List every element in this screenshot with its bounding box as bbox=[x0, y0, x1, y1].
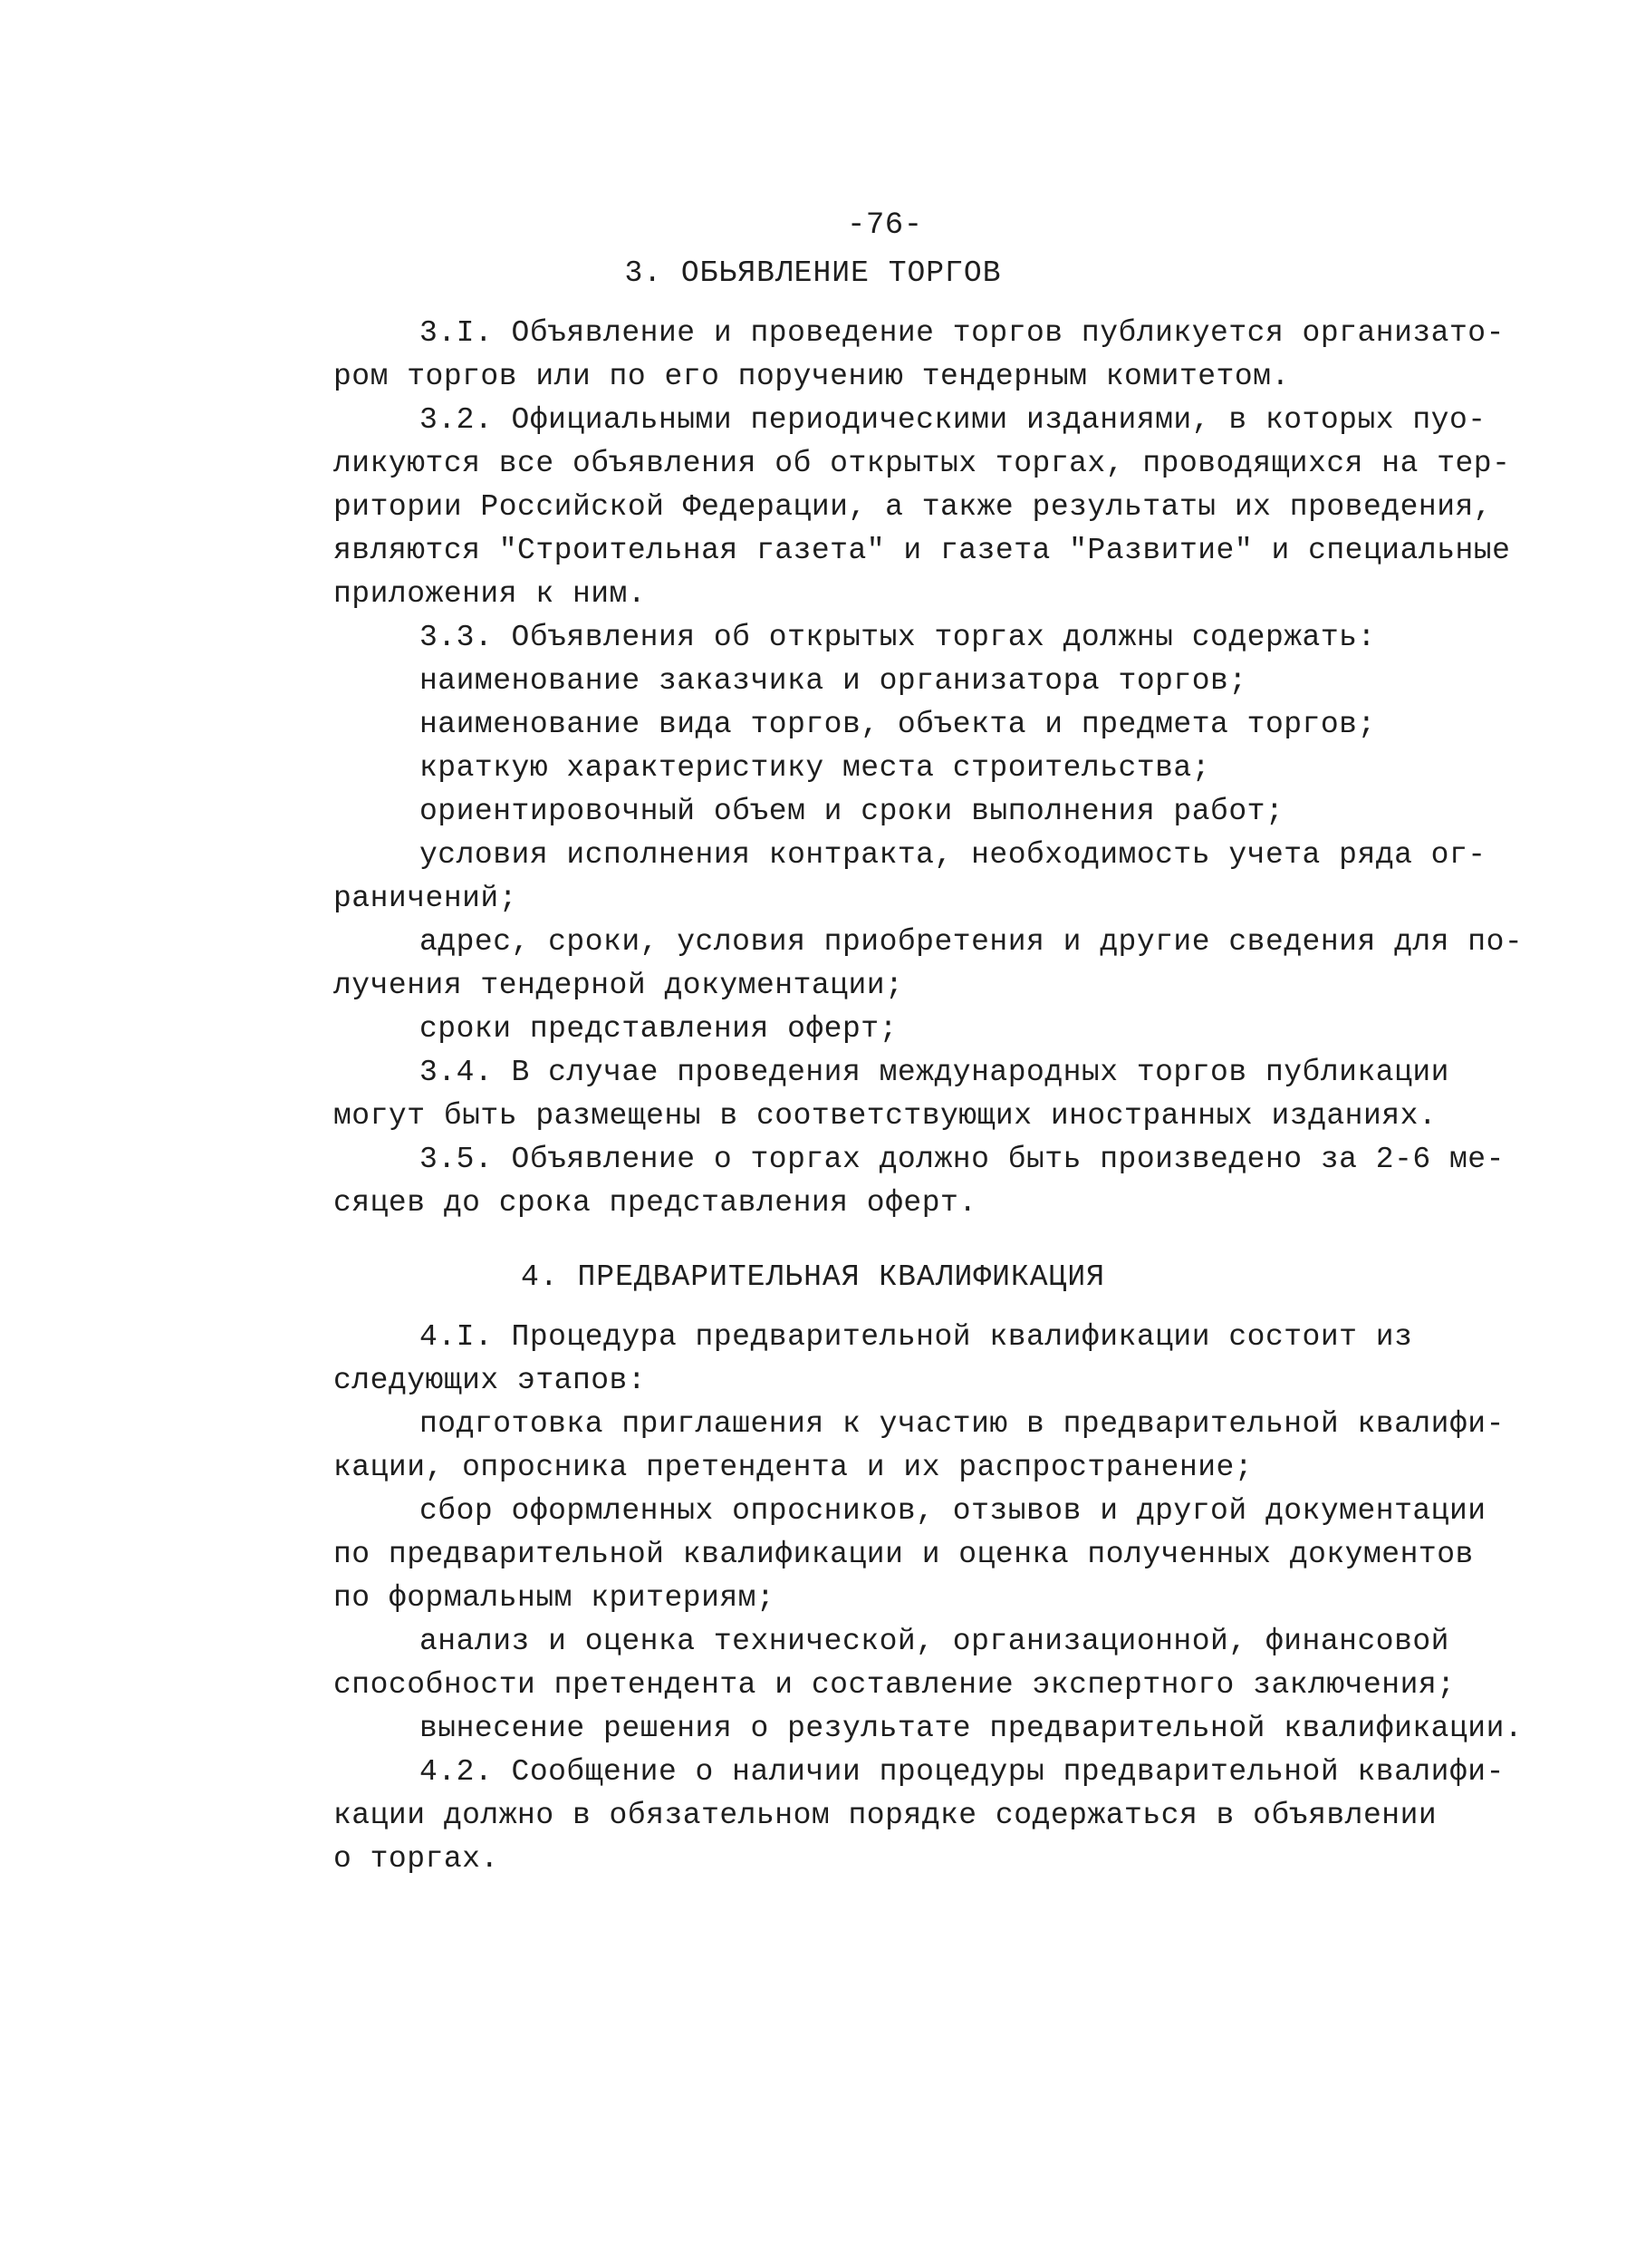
paragraph-3-4-line-2: могут быть размещены в соответствующих иностранных изданиях. bbox=[333, 1099, 1438, 1133]
paragraph-3-5-line-1: 3.5. Объявление о торгах должно быть произведено за 2-6 ме- bbox=[419, 1143, 1505, 1176]
stage-1-line-2: кации, опросника претендента и их распространение; bbox=[333, 1451, 1254, 1484]
section-4-heading: 4. ПРЕДВАРИТЕЛЬНАЯ КВАЛИФИКАЦИЯ bbox=[521, 1260, 1105, 1294]
page-number: -76- bbox=[847, 208, 923, 243]
section-3-heading: 3. ОБЬЯВЛЕНИЕ ТОРГОВ bbox=[624, 256, 1002, 290]
stage-3-line-2: способности претендента и составление экспертного заключения; bbox=[333, 1668, 1456, 1702]
paragraph-3-2-line-1: 3.2. Официальными периодическими изданиями, в которых пуо- bbox=[419, 403, 1486, 437]
paragraph-4-1-line-2: следующих этапов: bbox=[333, 1364, 647, 1397]
list-item-3-3-6-line-1: адрес, сроки, условия приобретения и другие сведения для по- bbox=[419, 925, 1524, 959]
stage-4: вынесение решения о результате предварительной квалификации. bbox=[419, 1712, 1524, 1745]
list-item-3-3-2: наименование вида торгов, объекта и предмета торгов; bbox=[419, 708, 1376, 741]
paragraph-3-2-line-2: ликуются все объявления об открытых торгах, проводящихся на тер- bbox=[333, 447, 1511, 480]
paragraph-4-1-line-1: 4.I. Процедура предварительной квалификации состоит из bbox=[419, 1320, 1413, 1354]
stage-2-line-1: сбор оформленных опросников, отзывов и другой документации bbox=[419, 1494, 1486, 1528]
paragraph-3-2-line-4: являются "Строительная газета" и газета "Развитие" и специальные bbox=[333, 534, 1511, 567]
list-item-3-3-4: ориентировочный объем и сроки выполнения работ; bbox=[419, 795, 1284, 828]
list-item-3-3-7: сроки представления оферт; bbox=[419, 1012, 898, 1046]
paragraph-3-3-intro: 3.3. Объявления об открытых торгах должны содержать: bbox=[419, 621, 1376, 654]
paragraph-3-2-line-3: ритории Российской Федерации, а также результаты их проведения, bbox=[333, 490, 1493, 524]
paragraph-4-2-line-2: кации должно в обязательном порядке содержаться в объявлении bbox=[333, 1799, 1438, 1832]
stage-1-line-1: подготовка приглашения к участию в предварительной квалифи- bbox=[419, 1407, 1505, 1441]
paragraph-3-2-line-5: приложения к ним. bbox=[333, 577, 647, 611]
paragraph-3-1-line-1: 3.I. Объявление и проведение торгов публикуется организато- bbox=[419, 316, 1505, 350]
list-item-3-3-6-line-2: лучения тендерной документации; bbox=[333, 969, 904, 1002]
paragraph-3-4-line-1: 3.4. В случае проведения международных торгов публикации bbox=[419, 1056, 1449, 1089]
list-item-3-3-3: краткую характеристику места строительства; bbox=[419, 751, 1211, 785]
stage-2-line-3: по формальным критериям; bbox=[333, 1581, 775, 1615]
paragraph-4-2-line-1: 4.2. Сообщение о наличии процедуры предварительной квалифи- bbox=[419, 1755, 1505, 1789]
list-item-3-3-5-line-1: условия исполнения контракта, необходимость учета ряда ог- bbox=[419, 838, 1486, 872]
paragraph-3-5-line-2: сяцев до срока представления оферт. bbox=[333, 1186, 977, 1220]
paragraph-3-1-line-2: ром торгов или по его поручению тендерным комитетом. bbox=[333, 360, 1290, 393]
paragraph-4-2-line-3: о торгах. bbox=[333, 1842, 499, 1876]
list-item-3-3-1: наименование заказчика и организатора торгов; bbox=[419, 664, 1247, 698]
stage-3-line-1: анализ и оценка технической, организационной, финансовой bbox=[419, 1625, 1449, 1658]
list-item-3-3-5-line-2: раничений; bbox=[333, 882, 518, 915]
stage-2-line-2: по предварительной квалификации и оценка полученных документов bbox=[333, 1538, 1474, 1571]
